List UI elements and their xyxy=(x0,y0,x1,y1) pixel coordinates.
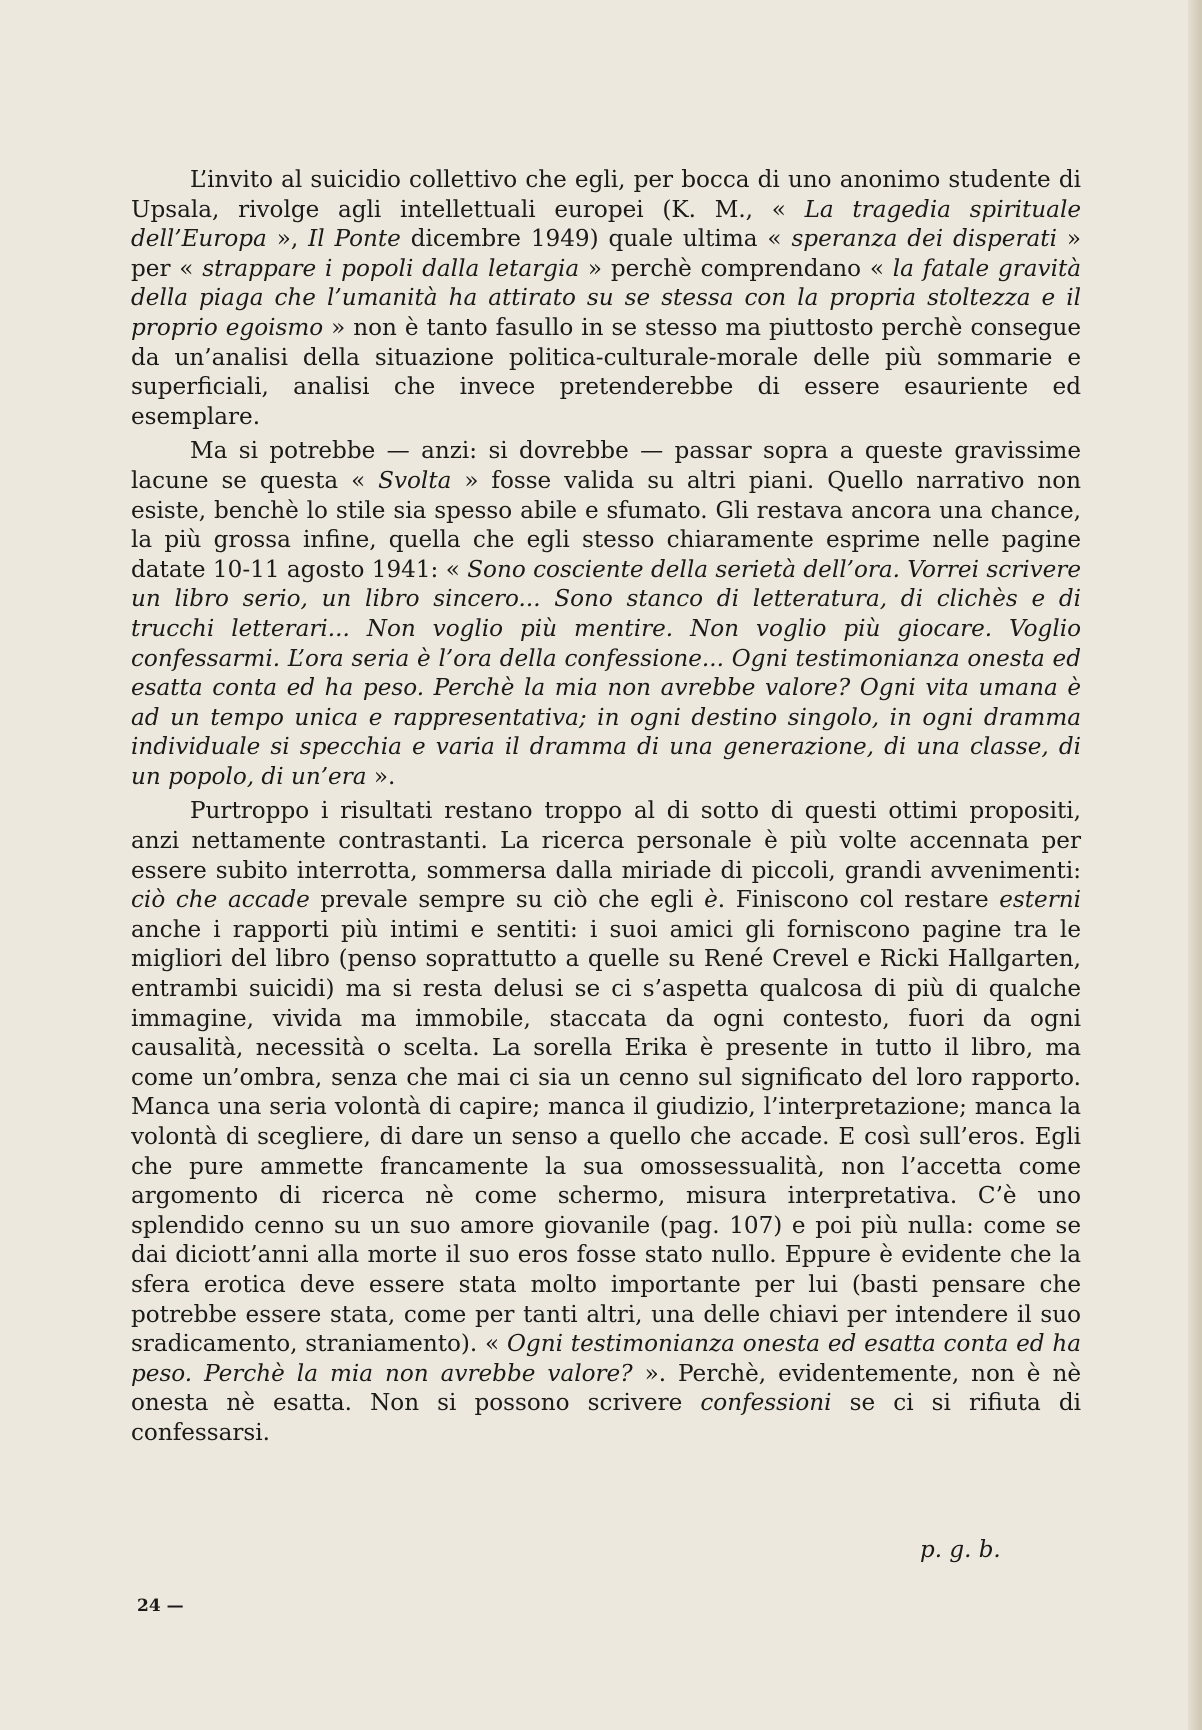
text-run: ». xyxy=(366,763,396,790)
text-run: L’invito al suicidio collettivo che egli, per bocca di uno anonimo studente di Upsala, rivolge agli intellettuali europei (K. M., « xyxy=(131,167,1081,223)
italic-run: confessioni xyxy=(700,1390,832,1417)
text-run: » perchè comprendano « xyxy=(579,255,893,282)
paragraph-2 xyxy=(131,437,1081,792)
text-run: Purtroppo i risultati restano troppo al di sotto di questi ottimi propositi, anzi nettamente contrastanti. La ricerca personale è più volte accennata per essere subito interrotta, sommersa dalla miriade di piccoli, grandi avvenimenti: xyxy=(131,798,1081,884)
italic-run: Svolta xyxy=(378,467,452,494)
italic-run: Sono cosciente della serietà dell’ora. Vorrei scrivere un libro serio, un libro sincero... Sono stanco di letteratura, di clichès e di trucchi letterari... Non voglio più mentire. Non voglio più giocare. Voglio confessarmi. L’ora seria è l’ora della confessione... Ogni testimonianza onesta ed esatta conta ed ha peso. Perchè la mia non avrebbe valore? Ogni vita umana è ad un tempo unica e rappresentativa; in ogni destino singolo, in ogni dramma individuale si specchia e varia il dramma di una generazione, di una classe, di un popolo, di un’era xyxy=(131,556,1082,790)
text-run: dicembre 1949) quale ultima « xyxy=(400,226,792,253)
author-initials: p. g. b. xyxy=(920,1537,1001,1563)
paragraph-1 xyxy=(131,166,1081,432)
italic-run: strappare i popoli dalla letargia xyxy=(202,255,580,282)
article-body xyxy=(131,166,1081,1449)
paragraph-3 xyxy=(131,797,1081,1448)
italic-run: La tragedia spirituale dell’Europa xyxy=(131,196,1081,253)
text-run: prevale sempre su ciò che egli xyxy=(309,887,705,914)
text-run: anche i rapporti più intimi e sentiti: i suoi amici gli forniscono pagine tra le migliori del libro (penso soprattutto a quelle su René Crevel e Ricki Hallgarten, entrambi suicidi) ma si resta delusi se ci s’aspetta qualcosa di più di qualche immagine, vivida ma immobile, staccata da ogni contesto, fuori da ogni causalità, necessità o scelta. La sorella Erika è presente in tutto il libro, ma come un’ombra, senza che mai ci sia un cenno sul significato del loro rapporto. Manca una seria volontà di capire; manca il giudizio, l’interpretazione; manca la volontà di scegliere, di dare un senso a quello che accade. E così sull’eros. Egli che pure ammette francamente la sua omossessualità, non l’accetta come argomento di ricerca nè come schermo, misura interpretativa. C’è uno splendido cenno su un suo amore giovanile (pag. 107) e poi più nulla: come se dai diciott’anni alla morte il suo eros fosse stato nullo. Eppure è evidente che la sfera erotica deve essere stata molto importante per lui (basti pensare che potrebbe essere stata, come per tanti altri, una delle chiavi per intendere il suo sradicamento, straniamento). « xyxy=(131,916,1081,1358)
italic-run: ciò che accade xyxy=(131,887,310,914)
text-run: se ci si rifiuta di confessarsi. xyxy=(131,1390,1081,1446)
text-run: » fosse valida su altri piani. Quello narrativo non esiste, benchè lo stile sia spesso abile e sfumato. Gli restava ancora una chance, la più grossa infine, quella che egli stesso chiaramente esprime nelle pagine datate 10-11 agosto 1941: « xyxy=(131,467,1081,583)
text-run: Ma si potrebbe — anzi: si dovrebbe — passar sopra a queste gravissime lacune se questa « xyxy=(131,438,1081,494)
text-run: » per « xyxy=(131,226,1081,282)
text-run: » non è tanto fasullo in se stesso ma piuttosto perchè consegue da un’analisi della situazione politica-culturale-morale delle più sommarie e superficiali, analisi che invece pretenderebbe di essere esauriente ed esemplare. xyxy=(131,314,1081,430)
italic-run: speranza dei disperati xyxy=(791,226,1057,253)
text-run: », xyxy=(266,226,309,253)
page-number: 24 — xyxy=(137,1596,184,1616)
text-run: ». Perchè, evidentemente, non è nè onesta nè esatta. Non si possono scrivere xyxy=(131,1360,1081,1417)
italic-run: esterni xyxy=(999,887,1081,914)
italic-run: la fatale gravità della piaga che l’umanità ha attirato su se stessa con la propria stoltezza e il proprio egoismo xyxy=(131,255,1082,341)
italic-run: Ogni testimonianza onesta ed esatta conta ed ha peso. Perchè la mia non avrebbe valore? xyxy=(131,1331,1081,1387)
italic-run: è xyxy=(704,887,718,914)
italic-run: Il Ponte xyxy=(308,226,401,253)
text-run: . Finiscono col restare xyxy=(717,887,1000,914)
page-edge-shadow xyxy=(1188,0,1202,1730)
